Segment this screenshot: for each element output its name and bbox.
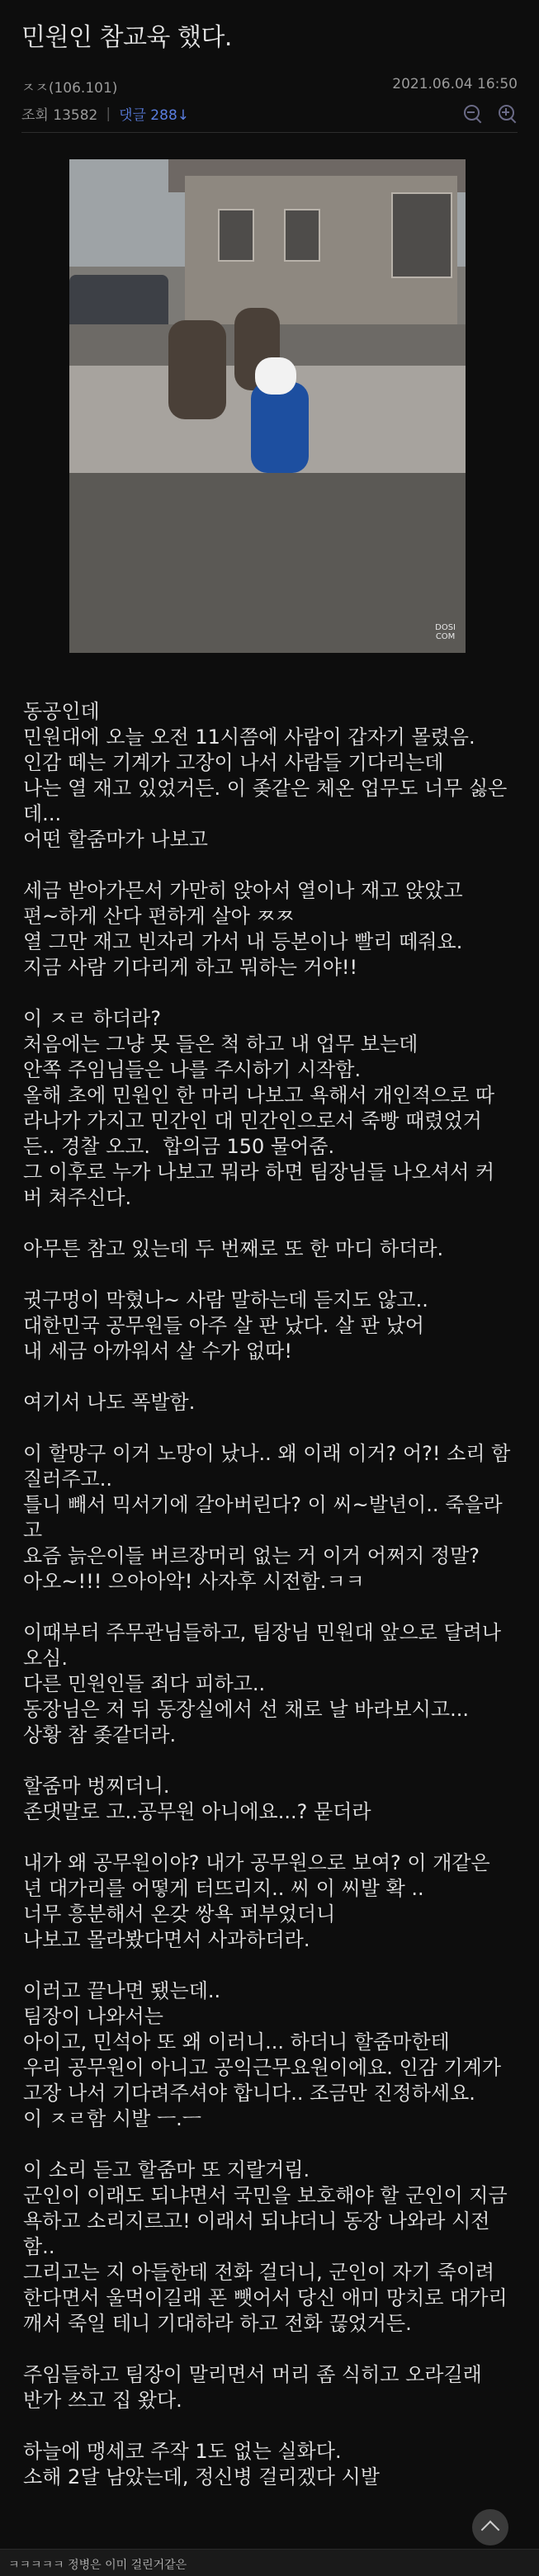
body-line: 소해 2달 남았는데, 정신병 걸리겠다 시발 — [23, 2465, 380, 2489]
body-line: 버 쳐주신다. — [23, 1186, 132, 1209]
building-window — [218, 209, 254, 262]
body-line: 상황 참 좆같더라. — [23, 1723, 177, 1746]
body-line: 우리 공무원이 아니고 공익근무요원이에요. 인감 기계가 — [23, 2056, 502, 2079]
building-window — [284, 209, 320, 262]
comment-count-link[interactable]: 댓글 288↓ — [119, 107, 190, 124]
body-line: 데... — [23, 802, 62, 825]
body-paragraph — [23, 1774, 516, 1825]
body-line: 요즘 늙은이들 버르장머리 없는 거 이거 어쩌지 정말? — [23, 1544, 480, 1567]
building-window — [391, 192, 452, 278]
body-paragraph — [23, 1288, 516, 1364]
body-line: 아이고, 민석아 또 왜 이러니... 하더니 할줌마한테 — [23, 2030, 450, 2054]
chevron-up-icon — [481, 2521, 500, 2540]
body-line: 여기서 나도 폭발함. — [23, 1391, 196, 1414]
blue-costume-figure-head — [255, 357, 296, 395]
body-line: 대한민국 공무원들 아주 살 판 났다. 살 판 났어 — [23, 1314, 424, 1337]
body-line: 민원대에 오늘 오전 11시쯤에 사람이 갑자기 몰렸음. — [23, 726, 475, 749]
body-line: 팀장이 나와서는 — [23, 2005, 163, 2028]
post-datetime: 2021.06.04 16:50 — [392, 76, 518, 92]
body-line: 세금 받아가믄서 가만히 앉아서 열이나 재고 앉았고 — [23, 879, 463, 902]
view-count: 조회 13582 — [21, 107, 98, 124]
body-line: 든.. 경찰 오고. 합의금 150 물어줌. — [23, 1135, 335, 1158]
scroll-top-button[interactable] — [472, 2509, 508, 2545]
body-line: 군인이 이래도 되냐면서 국민을 보호해야 할 군인이 지금 — [23, 2184, 508, 2207]
body-line: 내 세금 아까워서 살 수가 없따! — [23, 1340, 292, 1363]
body-line: 이 할망구 이거 노망이 났나.. 왜 이래 이거? 어?! 소리 함 — [23, 1442, 511, 1465]
header-divider — [21, 132, 518, 133]
body-paragraph — [23, 1441, 516, 1595]
body-line: 한다면서 울먹이길래 폰 뺏어서 당신 애미 망치로 대가리 — [23, 2286, 508, 2309]
body-line: 반가 쓰고 집 왔다. — [23, 2389, 182, 2412]
comment-preview-text: ㅋㅋㅋㅋㅋ 정병은 이미 걸린거같은 — [8, 2559, 187, 2572]
body-line: 편~하게 산다 편하게 살아 ㅉㅉ — [23, 905, 295, 928]
body-line: 동장님은 저 뒤 동장실에서 선 채로 날 바라보시고... — [23, 1698, 469, 1721]
body-line: 고장 나서 기다려주셔야 합니다.. 조금만 진정하세요. — [23, 2082, 475, 2105]
body-paragraph — [23, 1006, 516, 1211]
zoom-out-icon[interactable] — [463, 104, 483, 124]
body-paragraph — [23, 2362, 516, 2413]
post-title: 민원인 참교육 했다. — [21, 23, 232, 52]
dog-figure — [168, 320, 226, 419]
body-line: 그 이후로 누가 나보고 뭐라 하면 팀장님들 나오셔서 커 — [23, 1160, 495, 1184]
post-stats — [21, 103, 518, 124]
body-paragraph — [23, 699, 516, 853]
body-line: 이 소리 듣고 할줌마 또 지랄거림. — [23, 2158, 310, 2181]
body-line: 인감 떼는 기계가 고장이 나서 사람들 기다리는데 — [23, 751, 444, 774]
post-video-thumbnail[interactable] — [69, 159, 466, 653]
body-line: 이 ㅈㄹ 하더라? — [23, 1007, 162, 1030]
body-line: 너무 흥분해서 온갖 쌍욕 퍼부었더니 — [23, 1902, 336, 1926]
watermark-line: DOSI — [435, 623, 456, 632]
body-paragraph — [23, 1620, 516, 1748]
body-line: 내가 왜 공무원이야? 내가 공무원으로 보여? 이 개같은 — [23, 1851, 490, 1874]
body-line: 함.. — [23, 2235, 55, 2258]
body-paragraph — [23, 1978, 516, 2132]
body-line: 고 — [23, 1519, 43, 1542]
body-line: 할줌마 벙찌더니. — [23, 1775, 170, 1798]
body-paragraph — [23, 1390, 516, 1416]
body-line: 나보고 몰라봤다면서 사과하더라. — [23, 1928, 310, 1951]
post-body — [0, 653, 539, 2490]
body-line: 나는 열 재고 있었거든. 이 좆같은 체온 업무도 너무 싫은 — [23, 777, 508, 800]
body-line: 질러주고.. — [23, 1468, 112, 1491]
post-meta — [21, 76, 518, 97]
body-line: 지금 사람 기다리게 하고 뭐하는 거야!! — [23, 956, 358, 979]
body-line: 어떤 할줌마가 나보고 — [23, 828, 208, 851]
body-line: 안쪽 주임님들은 나를 주시하기 시작함. — [23, 1058, 362, 1081]
body-line: 욕하고 소리지르고! 이래서 되냐더니 동장 나와라 시전 — [23, 2210, 490, 2233]
body-line: 동공인데 — [23, 700, 100, 723]
body-line: 주임들하고 팀장이 말리면서 머리 좀 식히고 오라길래 — [23, 2363, 482, 2386]
body-line: 존댓말로 고..공무원 아니에요...? 묻더라 — [23, 1800, 371, 1823]
body-line: 하늘에 맹세코 주작 1도 없는 실화다. — [23, 2440, 342, 2463]
watermark-line: COM — [435, 632, 456, 641]
body-paragraph — [23, 2158, 516, 2337]
body-line: 올해 초에 민원인 한 마리 나보고 욕해서 개인적으로 따 — [23, 1084, 495, 1107]
zoom-in-icon[interactable] — [498, 104, 518, 124]
body-line: 이때부터 주무관님들하고, 팀장님 민원대 앞으로 달려나 — [23, 1621, 502, 1644]
blue-costume-figure — [251, 382, 309, 473]
body-line: 깨서 죽일 테니 기대하라 하고 전화 끊었거든. — [23, 2312, 412, 2335]
video-watermark — [435, 623, 456, 641]
body-paragraph — [23, 1236, 516, 1262]
body-line: 이 ㅈㄹ함 시발 ㅡ.ㅡ — [23, 2107, 201, 2130]
body-line: 처음에는 그냥 못 들은 척 하고 내 업무 보는데 — [23, 1033, 418, 1056]
post-author[interactable]: ㅈㅈ(106.101) — [21, 80, 118, 97]
comment-preview-bar[interactable] — [0, 2549, 539, 2576]
body-line: 이러고 끝나면 됐는데.. — [23, 1979, 221, 2002]
body-line: 다른 민원인들 죄다 피하고.. — [23, 1672, 266, 1695]
body-line: 아무튼 참고 있는데 두 번째로 또 한 마디 하더라. — [23, 1237, 444, 1260]
body-line: 라나가 가지고 민간인 대 민간인으로서 죽빵 때렸었거 — [23, 1109, 482, 1132]
body-line: 오심. — [23, 1647, 68, 1670]
body-line: 아오~!!! 으아아악! 사자후 시전함.ㅋㅋ — [23, 1570, 365, 1593]
body-line: 열 그만 재고 빈자리 가서 내 등본이나 빨리 떼줘요. — [23, 930, 463, 953]
body-line: 틀니 빼서 믹서기에 갈아버린다? 이 씨~발년이.. 죽을라 — [23, 1493, 503, 1516]
stats-divider: | — [106, 105, 111, 122]
post-header — [0, 0, 539, 133]
body-line: 그리고는 지 아들한테 전화 걸더니, 군인이 자기 죽이려 — [23, 2261, 495, 2284]
body-paragraph — [23, 2439, 516, 2490]
shadow-area — [69, 473, 466, 653]
body-paragraph — [23, 1850, 516, 1953]
body-line: 년 대가리를 어떻게 터뜨리지.. 씨 이 씨발 확 .. — [23, 1877, 424, 1900]
body-paragraph — [23, 878, 516, 981]
body-line: 귓구멍이 막혔나~ 사람 말하는데 듣지도 않고.. — [23, 1288, 428, 1312]
